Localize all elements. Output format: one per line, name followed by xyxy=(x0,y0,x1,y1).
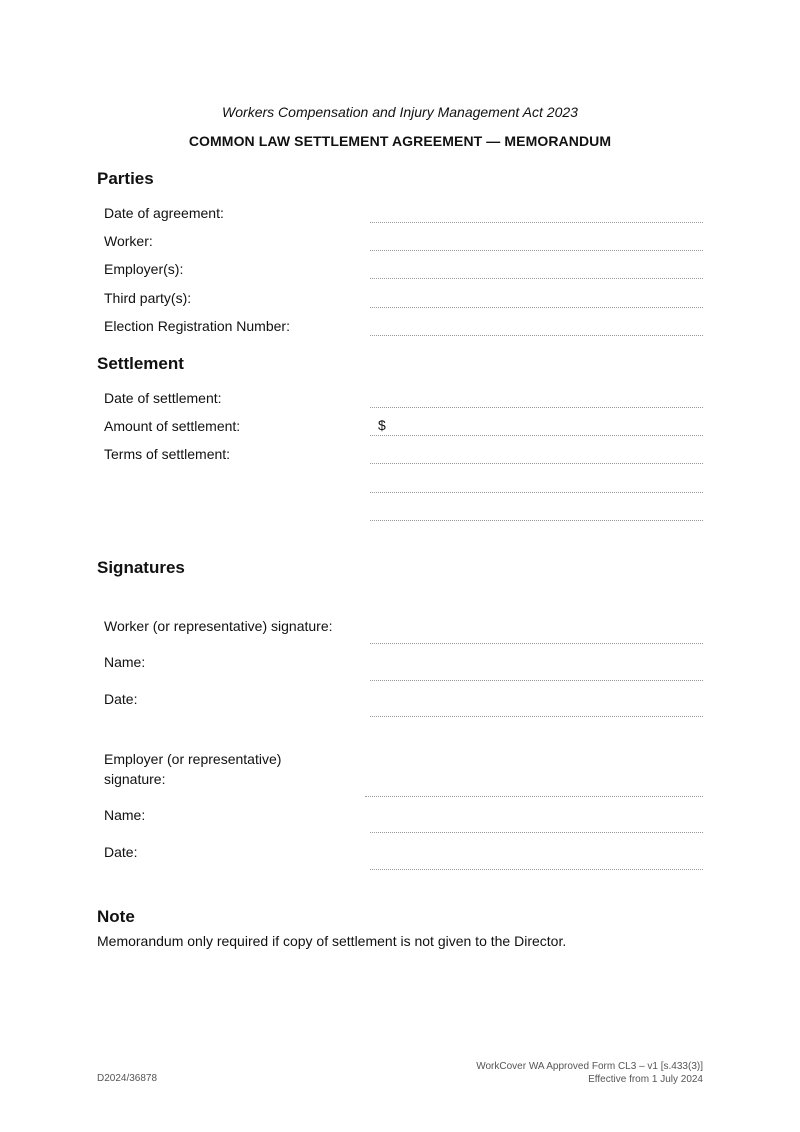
worker-signature-field[interactable] xyxy=(370,643,703,644)
employer-name-field[interactable] xyxy=(370,832,703,833)
worker-name-label: Name: xyxy=(104,654,146,670)
worker-name-field[interactable] xyxy=(370,680,703,681)
employers-field[interactable] xyxy=(370,278,703,279)
date-of-agreement-label: Date of agreement: xyxy=(104,205,224,221)
election-registration-number-label: Election Registration Number: xyxy=(104,318,290,334)
worker-label: Worker: xyxy=(104,233,153,249)
amount-of-settlement-label: Amount of settlement: xyxy=(104,418,241,434)
employers-label: Employer(s): xyxy=(104,261,184,277)
terms-of-settlement-label: Terms of settlement: xyxy=(104,446,231,462)
employer-signature-field[interactable] xyxy=(365,796,703,797)
note-text: Memorandum only required if copy of settlement is not given to the Director. xyxy=(97,933,567,949)
settlement-heading: Settlement xyxy=(97,354,184,373)
currency-symbol: $ xyxy=(378,417,386,433)
act-title: Workers Compensation and Injury Management Act 2023 xyxy=(222,104,578,120)
effective-date: Effective from 1 July 2024 xyxy=(588,1074,703,1085)
election-registration-number-field[interactable] xyxy=(370,335,703,336)
employer-signature-label-line-2: signature: xyxy=(104,771,166,787)
worker-field[interactable] xyxy=(370,250,703,251)
approved-form-info xyxy=(476,1060,703,1086)
approved-form-label: WorkCover WA Approved Form CL3 – v1 [s.433(3)] xyxy=(476,1061,703,1072)
date-of-agreement-field[interactable] xyxy=(370,222,703,223)
document-reference: D2024/36878 xyxy=(97,1073,158,1084)
parties-heading: Parties xyxy=(97,169,154,188)
worker-date-label: Date: xyxy=(104,691,138,707)
signatures-heading: Signatures xyxy=(97,558,185,577)
amount-of-settlement-field[interactable] xyxy=(370,435,703,436)
terms-of-settlement-field-line-1[interactable] xyxy=(370,463,703,464)
third-parties-label: Third party(s): xyxy=(104,290,192,306)
date-of-settlement-field[interactable] xyxy=(370,407,703,408)
worker-signature-label: Worker (or representative) signature: xyxy=(104,618,333,634)
terms-of-settlement-field-line-2[interactable] xyxy=(370,492,703,493)
form-title: COMMON LAW SETTLEMENT AGREEMENT — MEMORANDUM xyxy=(188,133,612,149)
employer-date-label: Date: xyxy=(104,844,138,860)
employer-date-field[interactable] xyxy=(370,869,703,870)
third-parties-field[interactable] xyxy=(370,307,703,308)
employer-signature-label-line-1: Employer (or representative) xyxy=(104,751,282,767)
terms-of-settlement-field-line-3[interactable] xyxy=(370,520,703,521)
worker-date-field[interactable] xyxy=(370,716,703,717)
note-heading: Note xyxy=(97,907,135,926)
employer-name-label: Name: xyxy=(104,807,146,823)
date-of-settlement-label: Date of settlement: xyxy=(104,390,222,406)
